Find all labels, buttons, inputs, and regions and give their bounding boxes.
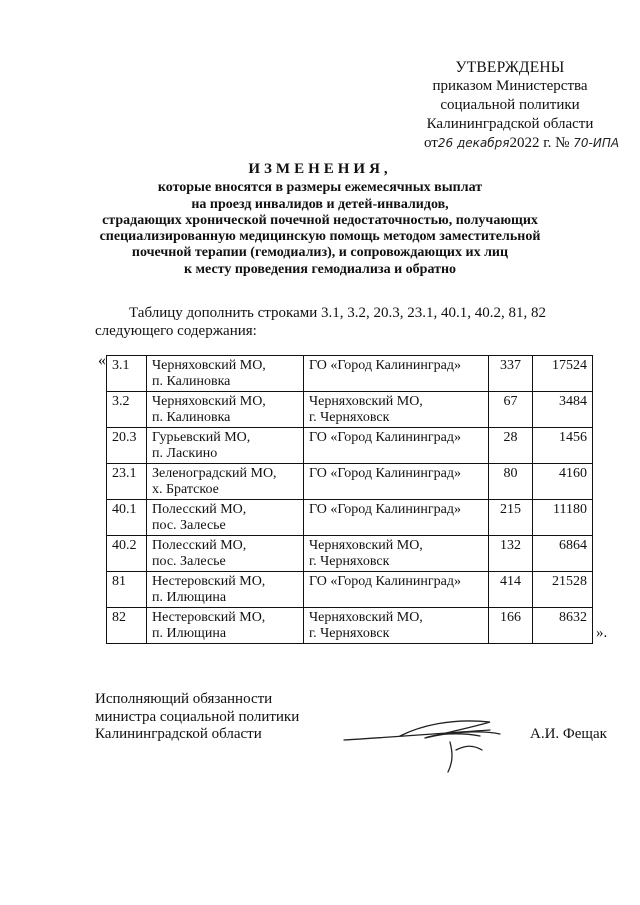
table-row xyxy=(107,500,593,536)
destination-name: ГО «Город Калининград» xyxy=(309,574,461,589)
municipality-name: Черняховский МО, xyxy=(152,394,266,409)
table-row xyxy=(107,428,593,464)
row-number: 81 xyxy=(107,572,147,608)
destination-name: Черняховский МО, xyxy=(309,538,423,553)
table-row xyxy=(107,464,593,500)
destination-cell xyxy=(304,464,489,500)
row-number: 23.1 xyxy=(107,464,147,500)
destination-name: Черняховский МО, xyxy=(309,610,423,625)
subtitle-line-2: на проезд инвалидов и детей-инвалидов, xyxy=(191,196,449,212)
destination-city: г. Черняховск xyxy=(309,554,390,569)
approval-line-1: приказом Министерства xyxy=(432,78,588,94)
intro-line-1: Таблицу дополнить строками 3.1, 3.2, 20.3, 23.1, 40.1, 40.2, 81, 82 xyxy=(129,305,547,321)
intro-line-2: следующего содержания: xyxy=(95,323,257,339)
value-2-cell: 4160 xyxy=(533,464,593,500)
settlement-name: х. Братское xyxy=(152,482,219,497)
municipality-name: Гурьевский МО, xyxy=(152,430,251,445)
table-row xyxy=(107,608,593,644)
municipality-name: Полесский МО, xyxy=(152,538,247,553)
settlement-name: пос. Залесье xyxy=(152,518,226,533)
municipality-cell xyxy=(147,500,304,536)
municipality-cell xyxy=(147,464,304,500)
intro-paragraph xyxy=(95,304,609,340)
settlement-name: п. Калиновка xyxy=(152,410,231,425)
order-year: 2022 г. № xyxy=(509,135,570,151)
value-2-cell: 1456 xyxy=(533,428,593,464)
row-number: 40.1 xyxy=(107,500,147,536)
value-1-cell: 28 xyxy=(489,428,533,464)
approval-stamp xyxy=(410,58,620,153)
value-1-cell: 166 xyxy=(489,608,533,644)
table-row xyxy=(107,392,593,428)
destination-name: ГО «Город Калининград» xyxy=(309,502,461,517)
document-title: ИЗМЕНЕНИЯ, xyxy=(248,161,392,177)
value-1-cell: 132 xyxy=(489,536,533,572)
destination-cell xyxy=(304,536,489,572)
municipality-name: Нестеровский МО, xyxy=(152,610,266,625)
row-number: 3.1 xyxy=(107,356,147,392)
document-title-block xyxy=(40,161,600,278)
value-1-cell: 80 xyxy=(489,464,533,500)
municipality-cell xyxy=(147,572,304,608)
signatory-title xyxy=(95,691,299,744)
quote-open: « xyxy=(98,352,106,369)
order-number-handwritten: 70-ИПА xyxy=(573,136,620,150)
municipality-cell xyxy=(147,392,304,428)
value-1-cell: 414 xyxy=(489,572,533,608)
municipality-cell xyxy=(147,356,304,392)
value-1-cell: 67 xyxy=(489,392,533,428)
municipality-cell xyxy=(147,608,304,644)
destination-name: ГО «Город Калининград» xyxy=(309,430,461,445)
subtitle-line-4: специализированную медицинскую помощь методом заместительной xyxy=(99,229,541,245)
destination-name: ГО «Город Калининград» xyxy=(309,358,461,373)
signatory-line-2: министра социальной политики xyxy=(95,708,300,725)
value-1-cell: 337 xyxy=(489,356,533,392)
municipality-name: Зеленоградский МО, xyxy=(152,466,277,481)
destination-name: Черняховский МО, xyxy=(309,394,423,409)
destination-cell xyxy=(304,392,489,428)
subtitle-line-3: страдающих хронической почечной недостаточностью, получающих xyxy=(102,212,538,228)
order-date-handwritten: 26 декабря xyxy=(437,136,510,150)
municipality-cell xyxy=(147,536,304,572)
table-row xyxy=(107,356,593,392)
destination-cell xyxy=(304,356,489,392)
quote-close: ». xyxy=(596,625,608,641)
row-number: 20.3 xyxy=(107,428,147,464)
signatory-name: А.И. Фещак xyxy=(530,726,607,742)
destination-cell xyxy=(304,572,489,608)
signatory-line-1: Исполняющий обязанности xyxy=(95,691,273,707)
destination-cell xyxy=(304,608,489,644)
value-2-cell: 6864 xyxy=(533,536,593,572)
destination-city: г. Черняховск xyxy=(309,410,390,425)
municipality-name: Полесский МО, xyxy=(152,502,247,517)
row-number: 40.2 xyxy=(107,536,147,572)
settlement-name: п. Ласкино xyxy=(152,446,218,461)
value-2-cell: 11180 xyxy=(533,500,593,536)
municipality-name: Черняховский МО, xyxy=(152,358,266,373)
destination-cell xyxy=(304,428,489,464)
row-number: 3.2 xyxy=(107,392,147,428)
municipality-name: Нестеровский МО, xyxy=(152,574,266,589)
destination-cell xyxy=(304,500,489,536)
approval-line-2: социальной политики xyxy=(440,97,580,113)
municipality-cell xyxy=(147,428,304,464)
signatory-line-3: Калининградской области xyxy=(95,726,262,742)
settlement-name: п. Илющина xyxy=(152,590,227,605)
value-2-cell: 8632 xyxy=(533,608,593,644)
subtitle-line-5: почечной терапии (гемодиализ), и сопровождающих их лиц xyxy=(131,245,509,261)
order-prefix: от xyxy=(424,135,438,151)
table-row xyxy=(107,536,593,572)
row-number: 82 xyxy=(107,608,147,644)
settlement-name: п. Калиновка xyxy=(152,374,231,389)
settlement-name: п. Илющина xyxy=(152,626,227,641)
approval-heading: УТВЕРЖДЕНЫ xyxy=(455,59,565,76)
order-line xyxy=(424,134,620,153)
table-row xyxy=(107,572,593,608)
destination-name: ГО «Город Калининград» xyxy=(309,466,461,481)
subtitle-line-6: к месту проведения гемодиализа и обратно xyxy=(183,261,457,277)
value-2-cell: 3484 xyxy=(533,392,593,428)
destination-city: г. Черняховск xyxy=(309,626,390,641)
value-2-cell: 17524 xyxy=(533,356,593,392)
amendments-table xyxy=(106,355,593,644)
value-2-cell: 21528 xyxy=(533,572,593,608)
approval-line-3: Калининградской области xyxy=(426,116,594,132)
value-1-cell: 215 xyxy=(489,500,533,536)
settlement-name: пос. Залесье xyxy=(152,554,226,569)
subtitle-line-1: которые вносятся в размеры ежемесячных выплат xyxy=(157,180,483,196)
handwritten-signature xyxy=(340,712,510,778)
